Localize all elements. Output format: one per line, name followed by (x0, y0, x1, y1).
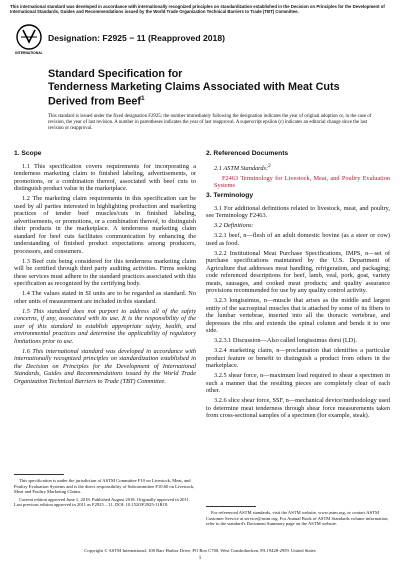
scope-1-1: 1.1 This specification covers requirements for incorporating a tenderness marketing claim to finished labeling, advertisements, or promotions, or a combination thereof, associated with beef cuts to distinguish product value in the marketplace. (14, 162, 196, 192)
header-note: This international standard was developed in accordance with internationally recognized principles on standardization established in the Decision on Principles for the Development of International Standards, Guides and Recommendations issued by the World Trade Organization Technical Barriers to Trade (TBT) Committee. (10, 4, 385, 14)
section-heading-referenced-documents: 2. Referenced Documents (206, 150, 289, 157)
page-number: 1 (198, 556, 202, 561)
section-heading-terminology: 3. Terminology (206, 192, 254, 200)
right-column (206, 150, 390, 422)
reference-link-f2463[interactable]: F2463 (222, 174, 239, 182)
terminology-3-2: 3.2 Definitions: (214, 222, 254, 230)
astm-standards-subheading: 2.1 ASTM Standards:$^2$ (214, 162, 271, 172)
definition-shear-force: 3.2.5 shear force, n—maximum load required to shear a specimen in such a manner that the resulting pieces are completely clear of each other. (206, 372, 390, 395)
footnote-divider (14, 474, 64, 475)
footnote-1-approval: Current edition approved June 1, 2018. Published August 2018. Originally approved in 2011. Last previous edition approved in 2011 as F2925 – 11. DOI: 10.1520/F2925-11R18. (14, 496, 191, 508)
title-line-1: Standard Specification for (48, 68, 183, 80)
footnote-1: This specification is under the jurisdiction of ASTM Committee F10 on Livestock, Meat, and Poultry Evaluation Systems and is the direct responsibility of Subcommittee F10.60 on Livestock, Meat and Poultry Marketing Claims. (14, 478, 195, 495)
astm-logo-icon (15, 22, 43, 56)
terminology-3-1: 3.1 For additional definitions related to livestock, meat, and poultry, see Terminology F2463. (206, 204, 390, 220)
reference-f2463: F2463 Terminology for Livestock, Meat, and Poultry Evaluation Systems (214, 174, 390, 190)
title-line-3: Derived from Beef$^1$ (48, 95, 145, 108)
discussion-longissimus: 3.2.3.1 Discussion—Also called longissimus dorsi (LD). (214, 337, 357, 345)
footnotes-left (14, 474, 196, 510)
definition-longissimus: 3.2.3 longissimus, n—muscle that arises as the middle and largest entity of the sacrospinal muscles that is attached by some of its fibers to the lumbar vertebrae, inserted into all the thoracic vertebrae, and depresses the ribs and extends the spinal column and bends it to one side. (206, 297, 390, 335)
definition-slice-shear-force: 3.2.6 slice shear force, SSF, n—mechanical device/methodology used to determine meat tenderness through shear force measurements taken from cross-sectional samples of a specimen (for example, steak). (206, 397, 390, 420)
footnotes-right (206, 506, 390, 529)
footnote-2: For referenced ASTM standards, visit the ASTM website, www.astm.org, or contact ASTM Customer Service at service@astm.org. For Annual Book of ASTM Standards volume information, refer to the standard's Document Summary page on the ASTM website. (206, 510, 389, 527)
definition-imps: 3.2.2 Institutional Meat Purchase Specifications, IMPS, n—set of purchase specifications maintained by the U.S. Department of Agriculture that addresses meat handling, refrigeration, and packaging; code referenced descriptions for beef, lamb, veal, pork, goat, variety meats, sausages, and cooked meat products; and quality assurance provisions recommended for use by any quality control activity. (206, 249, 390, 295)
issued-note: This standard is issued under the fixed designation F2925; the number immediately following the designation indicates the year of original adoption or, in the case of revision, the year of last revision. A number in parentheses indicates the year of last reapproval. A superscript epsilon (ε) indicates an editorial change since the last revision or reapproval. (48, 114, 372, 132)
definition-marketing-claim: 3.2.4 marketing claim, n—proclamation that identifies a particular product feature or benefit to distinguish a product from others in the marketplace. (206, 347, 390, 370)
logo-text: INTERNATIONAL (15, 51, 43, 55)
left-column (14, 150, 196, 388)
scope-1-2: 1.2 The marketing claim requirements in this specification can be used by all parties interested in highlighting production and marketing practices of tender beef muscles/cuts in finished labeling, advertisements, or promotions, or a combination thereof, to distinguish their products in the marketplace. A tenderness marketing claim standard for beef cuts facilitates communication by enhancing the understanding of finished product expectations among producers, processors, and consumers. (14, 195, 196, 255)
copyright-footer: Copyright © ASTM International, 100 Barr Harbor Drive, PO Box C700, West Conshohocken, PA 19428-2959. United States (84, 548, 316, 553)
scope-1-4: 1.4 The values stated in SI units are to be regarded as standard. No other units of measurement are included in this standard. (14, 290, 196, 305)
scope-1-6: 1.6 This international standard was developed in accordance with internationally recognized principles on standardization established in the Decision on Principles for the Development of International Standards, Guides and Recommendations issued by the World Trade Organization Technical Barriers to Trade (TBT) Committee. (14, 347, 196, 385)
designation: Designation: F2925 − 11 (Reapproved 2018) (48, 33, 225, 43)
scope-1-5: 1.5 This standard does not purport to address all of the safety concerns, if any, associated with its use. It is the responsibility of the user of this standard to establish appropriate safety, health, and environmental practices and determine the applicability of regulatory limitations prior to use. (14, 307, 196, 345)
definition-beef: 3.2.1 beef, n—flesh of an adult domestic bovine (as a steer or cow) used as food. (206, 232, 390, 247)
title-line-2: Tenderness Marketing Claims Associated with Meat Cuts (48, 80, 340, 93)
footnote-divider (206, 506, 256, 507)
astm-logo (15, 22, 43, 56)
title-footnote-mark: 1 (141, 95, 145, 102)
scope-1-3: 1.3 Beef cuts being considered for this tenderness marketing claim will be certified through third party auditing activities. Firms seeking these services must adhere to the standard practices associated with this specification as recognized by the certifying body. (14, 257, 196, 287)
document-title (48, 68, 368, 108)
section-heading-scope: 1. Scope (14, 150, 42, 157)
